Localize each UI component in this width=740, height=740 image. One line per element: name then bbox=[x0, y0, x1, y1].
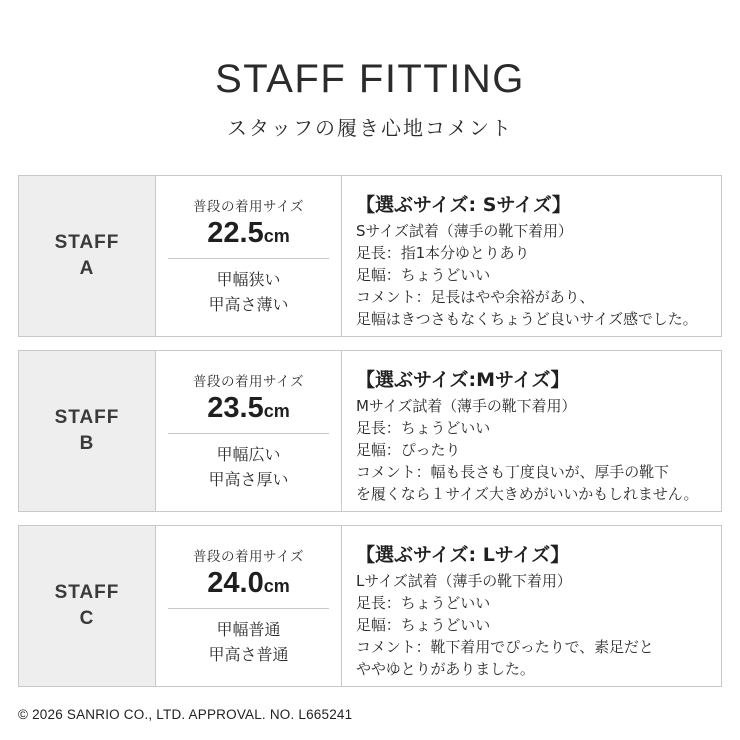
table-row bbox=[18, 175, 722, 337]
usual-size-block bbox=[164, 195, 333, 258]
recommended-size: 【選ぶサイズ: Sサイズ】 bbox=[356, 194, 571, 216]
comment-line: 足幅：ぴったり bbox=[356, 440, 461, 459]
comment-line: 足長：ちょうどいい bbox=[356, 418, 491, 437]
staff-name-cell bbox=[19, 176, 156, 336]
usual-size-label: 普段の着用サイズ bbox=[193, 373, 304, 390]
page-title: STAFF FITTING bbox=[215, 57, 525, 101]
comment-line: を履くなら１サイズ大きめがいいかもしれません。 bbox=[356, 484, 699, 503]
comment-line: コメント：幅も長さも丁度良いが、厚手の靴下 bbox=[356, 462, 669, 481]
staff-comment-cell bbox=[342, 351, 721, 511]
recommended-size: 【選ぶサイズ:Mサイズ】 bbox=[356, 369, 570, 391]
copyright-notice: © 2026 SANRIO CO., LTD. APPROVAL. NO. L665241 bbox=[18, 707, 353, 722]
staff-size-cell bbox=[156, 351, 342, 511]
staff-name-line1: STAFF bbox=[54, 232, 120, 254]
comment-line: 足幅はきつさもなくちょうど良いサイズ感でした。 bbox=[356, 309, 698, 328]
staff-name bbox=[55, 405, 120, 456]
usual-size-value bbox=[164, 567, 333, 600]
staff-size-cell bbox=[156, 176, 342, 336]
foot-height: 甲高さ厚い bbox=[208, 469, 289, 489]
foot-shape-block bbox=[164, 434, 333, 493]
usual-size-value bbox=[164, 217, 333, 250]
staff-name-line1: STAFF bbox=[54, 582, 120, 604]
usual-size-unit: cm bbox=[263, 225, 290, 246]
staff-name bbox=[55, 230, 120, 281]
comment-line: 足長：ちょうどいい bbox=[356, 593, 491, 612]
comment-line: ややゆとりがありました。 bbox=[356, 659, 535, 678]
usual-size-unit: cm bbox=[263, 400, 290, 421]
comment-line: 足幅：ちょうどいい bbox=[356, 265, 491, 284]
comment-line: Sサイズ試着（薄手の靴下着用） bbox=[356, 222, 573, 240]
staff-name-line2: B bbox=[79, 433, 95, 454]
foot-width: 甲幅狭い bbox=[216, 269, 281, 289]
foot-shape-block bbox=[164, 259, 333, 318]
foot-height: 甲高さ普通 bbox=[208, 644, 289, 664]
staff-size-cell bbox=[156, 526, 342, 686]
staff-fitting-table bbox=[18, 141, 722, 687]
foot-width: 甲幅普通 bbox=[216, 619, 281, 639]
comment-line: Mサイズ試着（薄手の靴下着用） bbox=[356, 397, 577, 415]
comment-line: 足長：指1本分ゆとりあり bbox=[356, 243, 530, 262]
comment-line: 足幅：ちょうどいい bbox=[356, 615, 491, 634]
foot-width: 甲幅広い bbox=[216, 444, 281, 464]
staff-name-cell bbox=[19, 351, 156, 511]
staff-comment-cell bbox=[342, 526, 721, 686]
page-header bbox=[0, 0, 740, 141]
usual-size-value bbox=[164, 392, 333, 425]
staff-name-line2: C bbox=[79, 608, 95, 629]
foot-height: 甲高さ薄い bbox=[208, 294, 289, 314]
usual-size-label: 普段の着用サイズ bbox=[193, 198, 304, 215]
staff-name-line1: STAFF bbox=[54, 407, 120, 429]
usual-size-number: 23.5 bbox=[207, 391, 264, 424]
usual-size-label: 普段の着用サイズ bbox=[193, 548, 304, 565]
staff-name-cell bbox=[19, 526, 156, 686]
table-row bbox=[18, 525, 722, 687]
comment-line: Lサイズ試着（薄手の靴下着用） bbox=[356, 572, 572, 590]
usual-size-block bbox=[164, 370, 333, 433]
usual-size-number: 22.5 bbox=[207, 216, 264, 249]
usual-size-block bbox=[164, 545, 333, 608]
page-subtitle: スタッフの履き心地コメント bbox=[227, 116, 513, 140]
recommended-size: 【選ぶサイズ: Lサイズ】 bbox=[356, 544, 570, 566]
staff-comment-cell bbox=[342, 176, 721, 336]
usual-size-number: 24.0 bbox=[207, 566, 264, 599]
comment-line: コメント：足長はやや余裕があり、 bbox=[356, 287, 595, 306]
staff-name-line2: A bbox=[79, 258, 95, 279]
usual-size-unit: cm bbox=[263, 575, 290, 596]
comment-line: コメント：靴下着用でぴったりで、素足だと bbox=[356, 637, 654, 656]
table-row bbox=[18, 350, 722, 512]
staff-name bbox=[55, 580, 120, 631]
foot-shape-block bbox=[164, 609, 333, 668]
